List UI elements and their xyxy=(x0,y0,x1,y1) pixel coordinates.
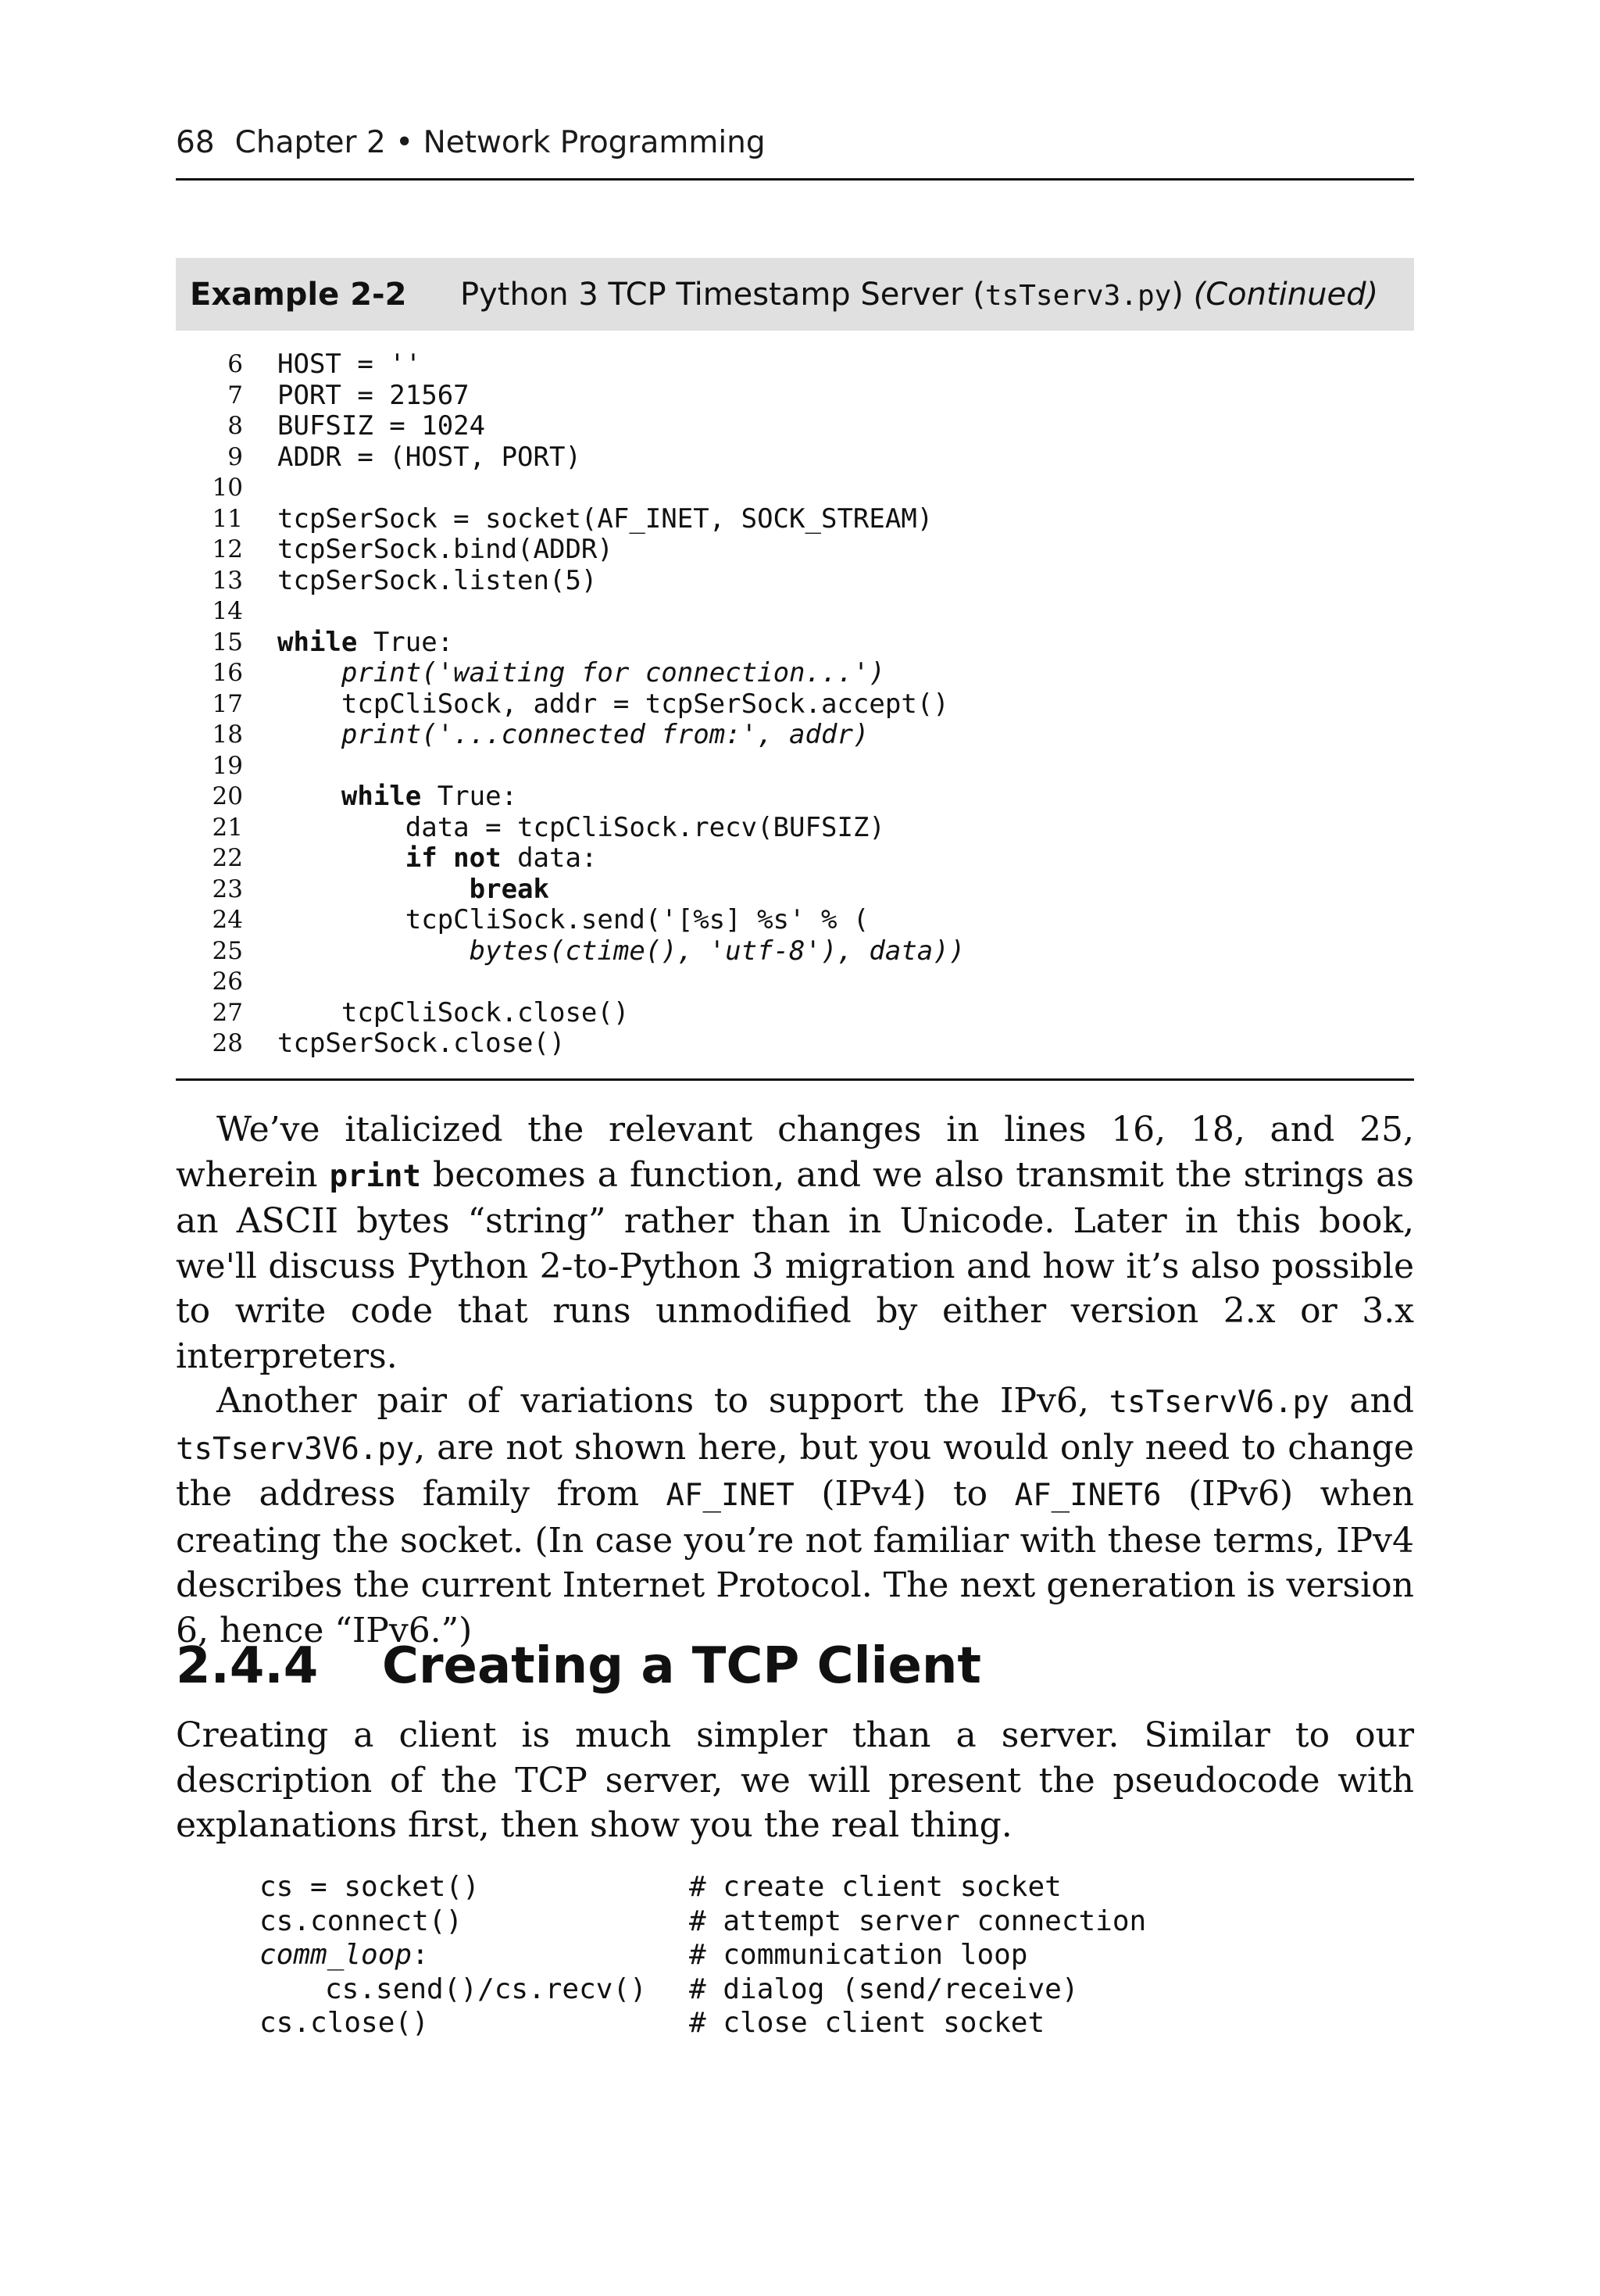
code-segment xyxy=(277,781,341,812)
line-number: 28 xyxy=(212,1029,243,1057)
pseudocode-statement: cs = socket() xyxy=(259,1871,480,1903)
line-number: 23 xyxy=(212,874,243,903)
line-number: 26 xyxy=(212,967,243,996)
example-caption-bar xyxy=(176,258,1414,331)
code-text xyxy=(277,813,885,844)
code-text xyxy=(277,442,581,474)
code-text xyxy=(277,905,869,936)
page-number: 68 xyxy=(176,125,215,160)
line-number: 20 xyxy=(212,782,243,810)
keyword: while xyxy=(277,626,358,658)
code-segment xyxy=(277,842,405,874)
code-text xyxy=(277,381,470,412)
code-segment: HOST = '' xyxy=(277,349,422,380)
code-line xyxy=(176,689,1414,721)
line-number: 24 xyxy=(212,906,243,934)
continued-label: (Continued) xyxy=(1193,276,1379,313)
section-body xyxy=(176,1713,1414,1848)
pseudocode-statement: comm_loop: xyxy=(259,1939,429,1971)
code-text xyxy=(277,874,549,906)
code-segment xyxy=(277,935,470,967)
code-segment: tcpSerSock.bind(ADDR) xyxy=(277,534,613,565)
code-text xyxy=(277,349,421,381)
pseudocode-comment: # create client socket xyxy=(689,1871,1062,1903)
code-line xyxy=(176,442,1414,474)
code-text xyxy=(277,720,869,751)
code-line xyxy=(176,596,1414,628)
line-number: 25 xyxy=(212,936,243,965)
line-number: 6 xyxy=(227,350,243,378)
code-segment: ADDR = (HOST, PORT) xyxy=(277,441,581,473)
paragraph: Another pair of variations to support the IPv6, tsTservV6.py and tsTserv3V6.py, are not shown here, but you would only need to change the address family from AF_INET (IPv4) to AF_INET6 (IPv6) when creating the socket. (In case you’re not familiar with these terms, IPv4 describes the current Internet Protocol. The next generation is version 6, hence “IPv6.”) xyxy=(176,1381,1414,1650)
chapter-title: Chapter 2 • Network Programming xyxy=(234,125,766,160)
code-line xyxy=(176,874,1414,906)
code-line xyxy=(176,473,1414,504)
code-text xyxy=(277,936,965,967)
pseudocode-comment: # attempt server connection xyxy=(689,1904,1147,1937)
example-title: Python 3 TCP Timestamp Server (tsTserv3.py) (Continued) xyxy=(460,276,1379,313)
line-number: 10 xyxy=(212,474,243,502)
listing-rule xyxy=(176,1078,1414,1081)
code-segment: tcpSerSock.listen(5) xyxy=(277,564,598,596)
code-text xyxy=(277,566,597,597)
code-segment: True: xyxy=(421,781,518,812)
line-number: 15 xyxy=(212,628,243,656)
line-number: 16 xyxy=(212,659,243,687)
code-text xyxy=(277,658,885,689)
pseudocode-statement: cs.send()/cs.recv() xyxy=(325,1972,647,2005)
code-line xyxy=(176,998,1414,1029)
code-segment: True: xyxy=(357,626,454,658)
code-line xyxy=(176,349,1414,381)
line-number: 11 xyxy=(212,504,243,533)
line-number: 18 xyxy=(212,721,243,749)
pseudocode-comment: # close client socket xyxy=(689,2007,1045,2039)
code-segment xyxy=(277,874,470,905)
code-line xyxy=(176,967,1414,998)
line-number: 7 xyxy=(227,381,243,409)
line-number: 21 xyxy=(212,813,243,842)
example-filename: tsTserv3.py xyxy=(984,279,1172,312)
line-number: 14 xyxy=(212,597,243,625)
section-number: 2.4.4 xyxy=(176,1637,319,1695)
code-segment: data = tcpCliSock.recv(BUFSIZ) xyxy=(277,811,885,843)
line-number: 8 xyxy=(227,412,243,440)
code-segment: tcpCliSock, addr = tcpSerSock.accept() xyxy=(277,688,949,720)
inline-code: AF_INET xyxy=(666,1478,795,1513)
code-segment: tcpCliSock.close() xyxy=(277,996,630,1028)
example-label: Example 2-2 xyxy=(190,276,407,313)
line-number: 22 xyxy=(212,844,243,872)
keyword: while xyxy=(341,781,422,812)
code-text xyxy=(277,998,629,1029)
inline-code: AF_INET6 xyxy=(1014,1478,1162,1513)
code-text xyxy=(277,535,613,566)
line-number: 12 xyxy=(212,535,243,563)
code-line xyxy=(176,1028,1414,1060)
running-head xyxy=(176,125,1414,160)
line-number: 17 xyxy=(212,689,243,718)
code-segment: PORT = 21567 xyxy=(277,379,470,411)
code-line xyxy=(176,381,1414,412)
code-text xyxy=(277,843,597,874)
code-segment: tcpSerSock = socket(AF_INET, SOCK_STREAM) xyxy=(277,502,934,535)
line-number: 27 xyxy=(212,998,243,1027)
code-line xyxy=(176,411,1414,442)
code-text xyxy=(277,628,453,659)
code-line xyxy=(176,751,1414,782)
code-listing xyxy=(176,349,1414,1060)
code-line xyxy=(176,504,1414,535)
pseudocode-comment: # dialog (send/receive) xyxy=(689,1972,1079,2005)
code-segment: bytes(ctime(), 'utf-8'), data)) xyxy=(469,935,966,967)
code-line xyxy=(176,905,1414,936)
code-segment: tcpCliSock.send('[%s] %s' % ( xyxy=(277,904,870,935)
inline-code: print xyxy=(329,1158,421,1194)
code-segment: print('...connected from:', addr) xyxy=(341,719,870,750)
inline-code: tsTserv3V6.py xyxy=(176,1431,415,1467)
code-segment xyxy=(277,719,341,750)
code-segment: data: xyxy=(501,842,598,874)
paragraph: We’ve italicized the relevant changes in lines 16, 18, and 25, wherein print becomes a function, and we also transmit the strings as an ASCII bytes “string” rather than in Unicode. Later in this book, we'll discuss Python 2-to-Python 3 migration and how it’s also possible to write code that runs unmodified by either version 2.x or 3.x interpreters. xyxy=(176,1110,1414,1376)
code-text xyxy=(277,689,949,721)
inline-code: tsTservV6.py xyxy=(1109,1385,1330,1420)
keyword: break xyxy=(469,873,549,905)
pseudocode-comment: # communication loop xyxy=(689,1939,1028,1971)
pseudocode-statement: cs.connect() xyxy=(259,1904,463,1937)
code-text xyxy=(277,781,517,813)
line-number: 19 xyxy=(212,751,243,780)
code-line xyxy=(176,813,1414,844)
line-number: 9 xyxy=(227,442,243,471)
line-number: 13 xyxy=(212,566,243,595)
paragraph: Creating a client is much simpler than a server. Similar to our description of the TCP server, we will present the pseudocode with explanations first, then show you the real thing. xyxy=(176,1715,1414,1845)
code-line xyxy=(176,843,1414,874)
code-line xyxy=(176,781,1414,813)
section-title: Creating a TCP Client xyxy=(382,1637,981,1695)
code-line xyxy=(176,936,1414,967)
code-segment xyxy=(277,657,341,688)
code-text xyxy=(277,504,933,535)
code-segment: tcpSerSock.close() xyxy=(277,1028,566,1059)
code-line xyxy=(176,628,1414,659)
code-segment: BUFSIZ = 1024 xyxy=(277,410,486,442)
section-heading xyxy=(176,1637,1414,1695)
code-text xyxy=(277,1028,565,1060)
header-rule xyxy=(176,178,1414,181)
code-line xyxy=(176,658,1414,689)
pseudocode-statement: cs.close() xyxy=(259,2007,429,2039)
keyword: if not xyxy=(405,842,502,874)
body-paragraphs xyxy=(176,1107,1414,1653)
code-line xyxy=(176,720,1414,751)
code-text xyxy=(277,411,485,442)
code-line xyxy=(176,566,1414,597)
code-line xyxy=(176,535,1414,566)
code-segment: print('waiting for connection...') xyxy=(341,657,885,688)
